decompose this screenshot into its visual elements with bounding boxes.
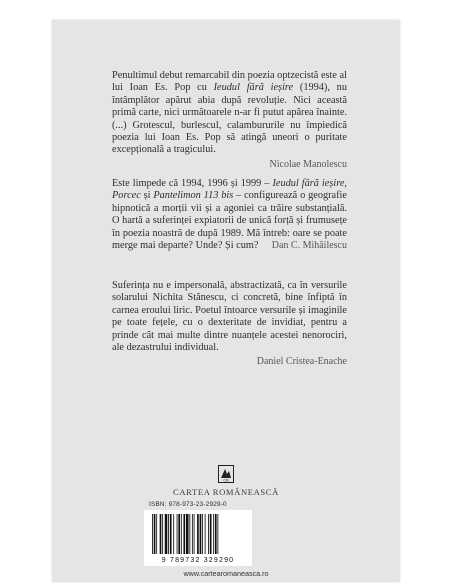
barcode-bar <box>215 514 217 554</box>
barcode-bar <box>213 514 214 554</box>
barcode-bar <box>217 514 218 554</box>
barcode-bar <box>202 514 203 554</box>
barcode-bar <box>197 514 199 554</box>
quote-3 <box>112 280 347 367</box>
quote-fragment: – configurează o geografie hipnotică a morții vii și a agoniei ca trăire substanțială. O hartă a suferinței expiatorii de unică forță și frumusețe în poezia noastră de după 1989. Mă întreb: oare se poate merge mai departe? Unde? Și cum? <box>112 190 347 252</box>
quote-3-author: Daniel Cristea-Enache <box>256 356 347 368</box>
quote-fragment: Este limpede că 1994, 1996 și 1999 – <box>112 178 273 189</box>
barcode-bar <box>183 514 185 554</box>
barcode-bar <box>173 514 174 554</box>
quote-fragment: Suferința nu e impersonală, abstractizată, ca în versurile solarului Nichita Stănescu, ci concretă, bine înfiptă în carnea eroului liric. Poetul întoarce versurile și imaginile pe toate fețele, cu o dexteritate de invidiat, pentru a prinde cât mai multe dintre nuanțele acestei nenorociri, ale dezastrului individual. <box>112 280 347 354</box>
barcode-bar <box>208 514 209 554</box>
quote-1-author: Nicolae Manolescu <box>269 158 347 170</box>
quote-3-text <box>112 280 347 354</box>
quote-fragment: Penultimul debut remarcabil din poezia optzecistă este al lui Ioan Es. Pop cu <box>112 70 347 94</box>
back-cover <box>52 20 400 582</box>
publisher-logo-icon <box>218 465 234 483</box>
book-title: Pantelimon 113 bis <box>153 190 234 202</box>
quote-fragment: (1994), nu întâmplător apărut abia după revoluție. Nici această primă carte, nici următoarele n-ar fi putut apărea înainte. (...) Grotescul, burlescul, calambururile nu împiedică poezia lui Ioan Es. Pop să atingă uneori o puritate excepțională a tragicului. <box>112 82 347 156</box>
quote-fragment: și <box>140 190 154 202</box>
barcode-bar <box>165 514 168 554</box>
barcode-bar <box>210 514 212 554</box>
book-title: Ieudul fără ieșire <box>213 82 294 94</box>
barcode-bar <box>178 514 180 554</box>
barcode-bar <box>152 514 153 554</box>
isbn-text: ISBN: 978-973-23-2929-0 <box>149 501 227 508</box>
barcode-bar <box>154 514 156 554</box>
barcode <box>144 510 252 566</box>
quote-1-text <box>112 70 347 157</box>
book-title: Ieudul fără ieșire, Porcec <box>112 178 347 202</box>
barcode-bar <box>186 514 189 554</box>
publisher-name: CARTEA ROMÂNEASCĂ <box>173 487 279 497</box>
barcode-bar <box>162 514 163 554</box>
barcode-digits: 9 789732 329290 <box>161 557 235 564</box>
barcode-bar <box>200 514 202 554</box>
quote-2-author: Dan C. Mihăilescu <box>271 240 347 252</box>
barcode-bar <box>160 514 162 554</box>
quote-2 <box>112 178 347 251</box>
barcode-bar <box>177 514 178 554</box>
barcode-bar <box>192 514 193 554</box>
barcode-bar <box>194 514 195 554</box>
barcode-bar <box>170 514 172 554</box>
barcode-bar <box>181 514 182 554</box>
barcode-bar <box>205 514 206 554</box>
barcode-bars <box>150 514 246 554</box>
barcode-bar <box>156 514 157 554</box>
barcode-bar <box>189 514 190 554</box>
barcode-bar <box>168 514 169 554</box>
publisher-logo-mark: CR <box>223 478 229 483</box>
publisher-block <box>52 465 400 497</box>
quote-1 <box>112 70 347 170</box>
publisher-website: www.cartearomaneasca.ro <box>183 569 269 578</box>
